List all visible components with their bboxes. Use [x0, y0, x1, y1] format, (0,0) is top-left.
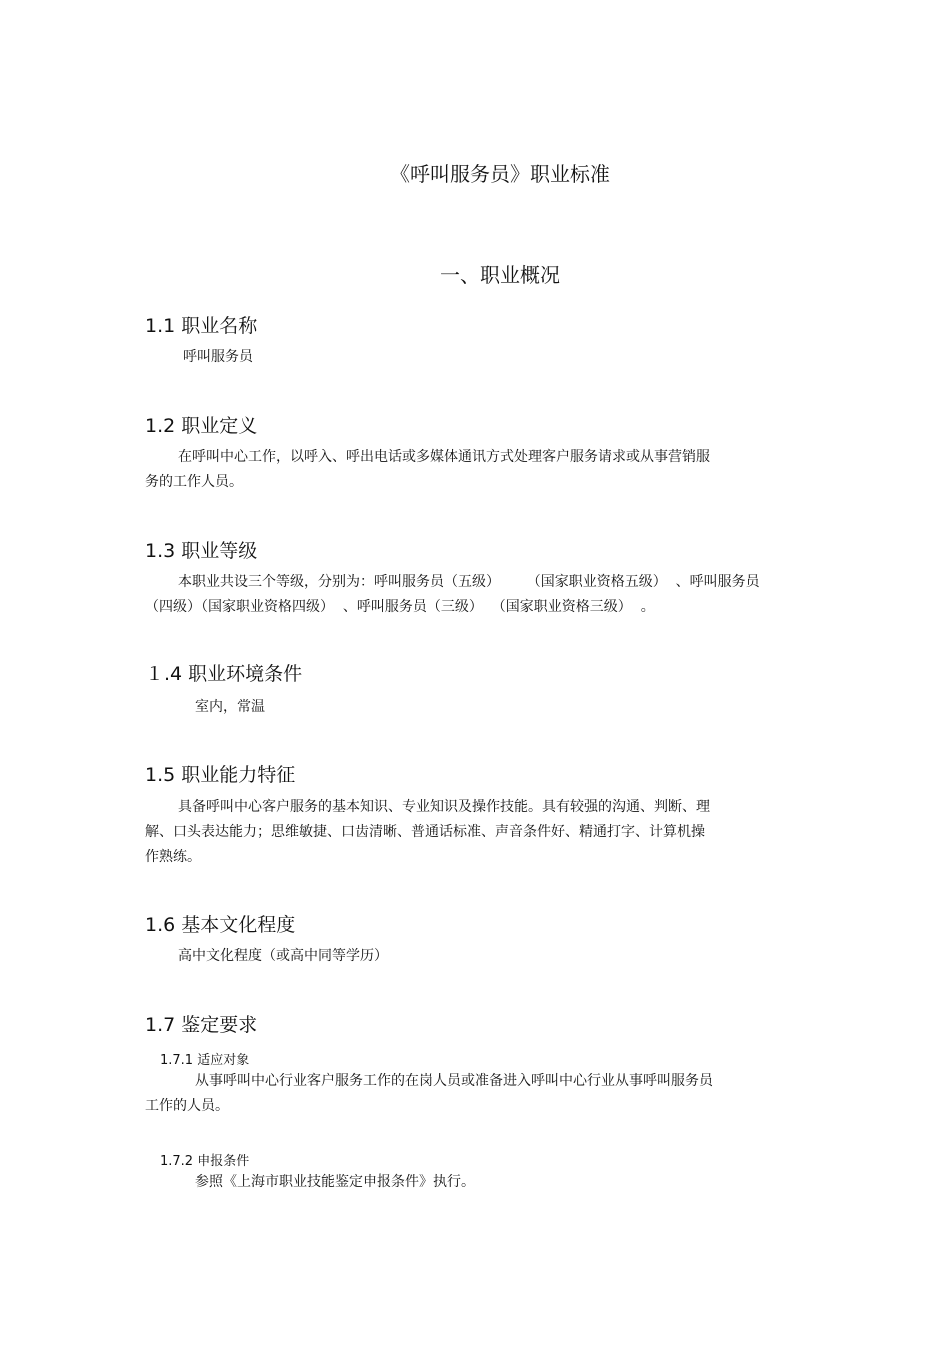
- subsection-text-1-7-2: 参照《上海市职业技能鉴定申报条件》执行。: [195, 1174, 475, 1190]
- section-heading-1-6: 1.6 基本文化程度: [145, 914, 296, 936]
- section-heading-1-3: 1.3 职业等级: [145, 540, 258, 562]
- subsection-heading-1-7-2: 1.7.2 申报条件: [160, 1154, 250, 1169]
- section-heading-1-4: １.4 职业环境条件: [145, 663, 303, 685]
- section-heading-1-1: 1.1 职业名称: [145, 315, 258, 337]
- document-title: 《呼叫服务员》职业标准: [390, 162, 610, 186]
- section-text-1-3-line1: 本职业共设三个等级，分别为：呼叫服务员（五级） （国家职业资格五级） 、呼叫服务员: [178, 574, 760, 590]
- section-text-1-3-line2: （四级）（国家职业资格四级） 、呼叫服务员（三级） （国家职业资格三级） 。: [145, 599, 655, 615]
- subsection-text-1-7-1-line2: 工作的人员。: [145, 1098, 229, 1114]
- section-text-1-5-line2: 解、口头表达能力；思维敏捷、口齿清晰、普通话标准、声音条件好、精通打字、计算机操: [145, 824, 705, 840]
- section-text-1-5-line3: 作熟练。: [145, 849, 201, 865]
- section-heading-1-7: 1.7 鉴定要求: [145, 1014, 258, 1036]
- section-heading-1-5: 1.5 职业能力特征: [145, 764, 296, 786]
- subsection-heading-1-7-1: 1.7.1 适应对象: [160, 1053, 250, 1068]
- section-text-1-6: 高中文化程度（或高中同等学历）: [178, 948, 388, 964]
- section-text-1-5-line1: 具备呼叫中心客户服务的基本知识、专业知识及操作技能。具有较强的沟通、判断、理: [178, 799, 710, 815]
- subsection-text-1-7-1-line1: 从事呼叫中心行业客户服务工作的在岗人员或准备进入呼叫中心行业从事呼叫服务员: [195, 1073, 713, 1089]
- section-heading-1-2: 1.2 职业定义: [145, 415, 258, 437]
- section-text-1-2-line1: 在呼叫中心工作，以呼入、呼出电话或多媒体通讯方式处理客户服务请求或从事营销服: [178, 449, 710, 465]
- chapter-heading: 一、职业概况: [440, 263, 560, 287]
- section-text-1-1: 呼叫服务员: [183, 349, 253, 365]
- section-text-1-2-line2: 务的工作人员。: [145, 474, 243, 490]
- section-text-1-4: 室内，常温: [195, 699, 265, 715]
